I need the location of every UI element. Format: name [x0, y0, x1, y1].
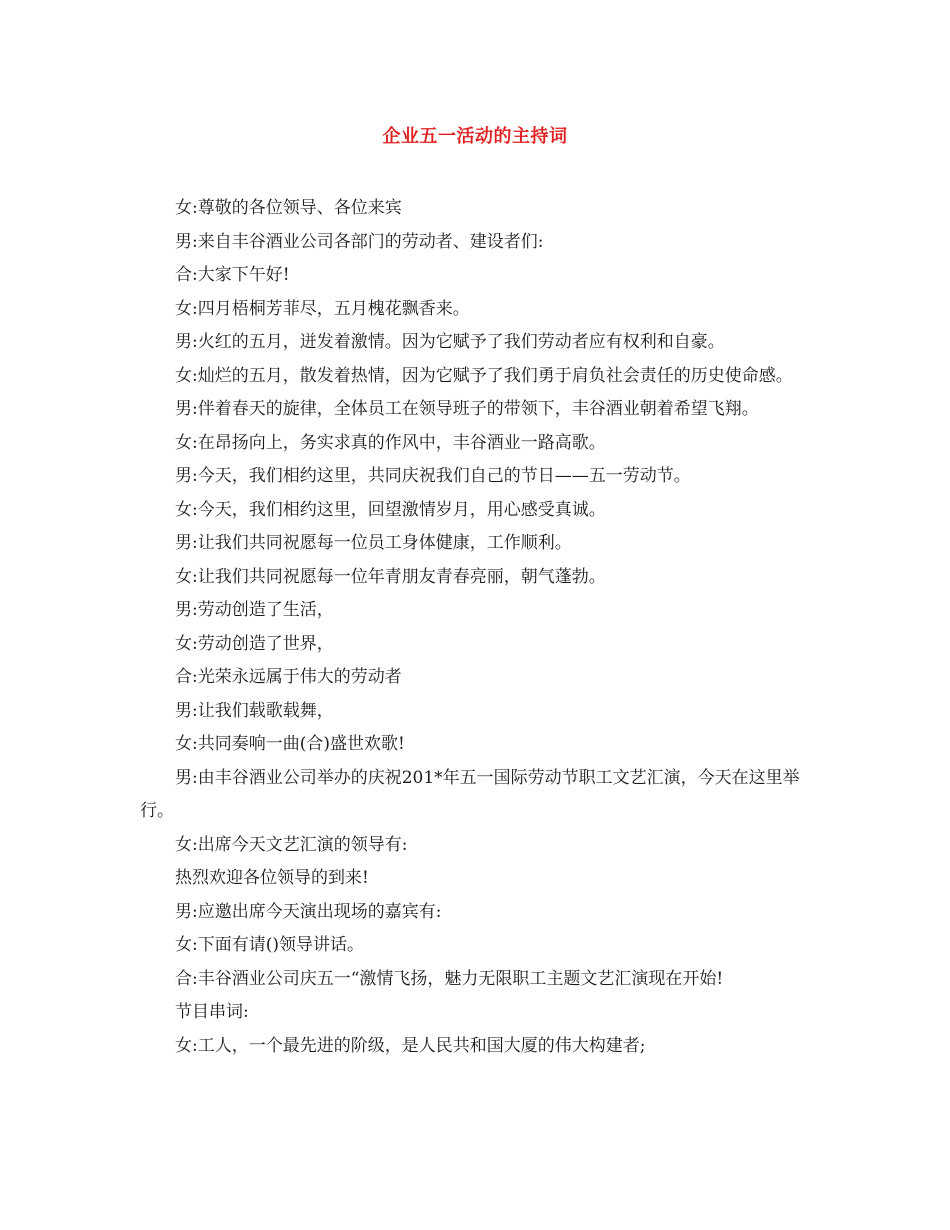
paragraph: 男:今天，我们相约这里，共同庆祝我们自己的节日——五一劳动节。	[175, 466, 691, 486]
paragraph: 男:火红的五月，迸发着激情。因为它赋予了我们劳动者应有权利和自豪。	[175, 332, 725, 352]
paragraph: 女:四月梧桐芳菲尽，五月槐花飘香来。	[175, 298, 470, 319]
paragraph: 女:灿烂的五月，散发着热情，因为它赋予了我们勇于肩负社会责任的历史使命感。	[175, 365, 793, 386]
paragraph: 热烈欢迎各位领导的到来!	[175, 868, 369, 888]
paragraph: 女:在昂扬向上，务实求真的作风中，丰谷酒业一路高歌。	[175, 432, 606, 453]
paragraph: 男:让我们共同祝愿每一位员工身体健康，工作顺利。	[175, 533, 572, 553]
paragraph: 节目串词:	[175, 1002, 249, 1022]
document-body	[140, 192, 816, 1063]
paragraph: 女:出席今天文艺汇演的领导有:	[175, 834, 408, 855]
paragraph: 女:共同奏响一曲(合)盛世欢歌!	[175, 734, 405, 754]
paragraph: 女:工人，一个最先进的阶级，是人民共和国大厦的伟大构建者;	[175, 1035, 646, 1056]
paragraph: 男:由丰谷酒业公司举办的庆祝201*年五一国际劳动节职工文艺汇演，今天在这里举行。	[140, 767, 800, 821]
paragraph: 合:光荣永远属于伟大的劳动者	[175, 667, 402, 687]
paragraph: 女:下面有请()领导讲话。	[175, 935, 364, 955]
paragraph: 合:丰谷酒业公司庆五一“激情飞扬，魅力无限职工主题文艺汇演现在开始!	[175, 968, 724, 989]
paragraph: 男:应邀出席今天演出现场的嘉宾有:	[175, 901, 442, 922]
paragraph: 女:劳动创造了世界，	[175, 633, 334, 654]
paragraph: 女:尊敬的各位领导、各位来宾	[175, 198, 402, 218]
paragraph: 男:让我们载歌载舞，	[175, 700, 334, 721]
paragraph: 男:来自丰谷酒业公司各部门的劳动者、建设者们:	[175, 231, 544, 252]
paragraph: 男:伴着春天的旋律，全体员工在领导班子的带领下，丰谷酒业朝着希望飞翔。	[175, 399, 759, 419]
paragraph: 女:今天，我们相约这里，回望激情岁月，用心感受真诚。	[175, 499, 606, 520]
document-title: 企业五一活动的主持词	[382, 126, 568, 147]
paragraph: 合:大家下午好!	[175, 265, 290, 285]
paragraph: 女:让我们共同祝愿每一位年青朋友青春亮丽，朝气蓬勃。	[175, 566, 606, 587]
paragraph: 男:劳动创造了生活，	[175, 600, 334, 620]
